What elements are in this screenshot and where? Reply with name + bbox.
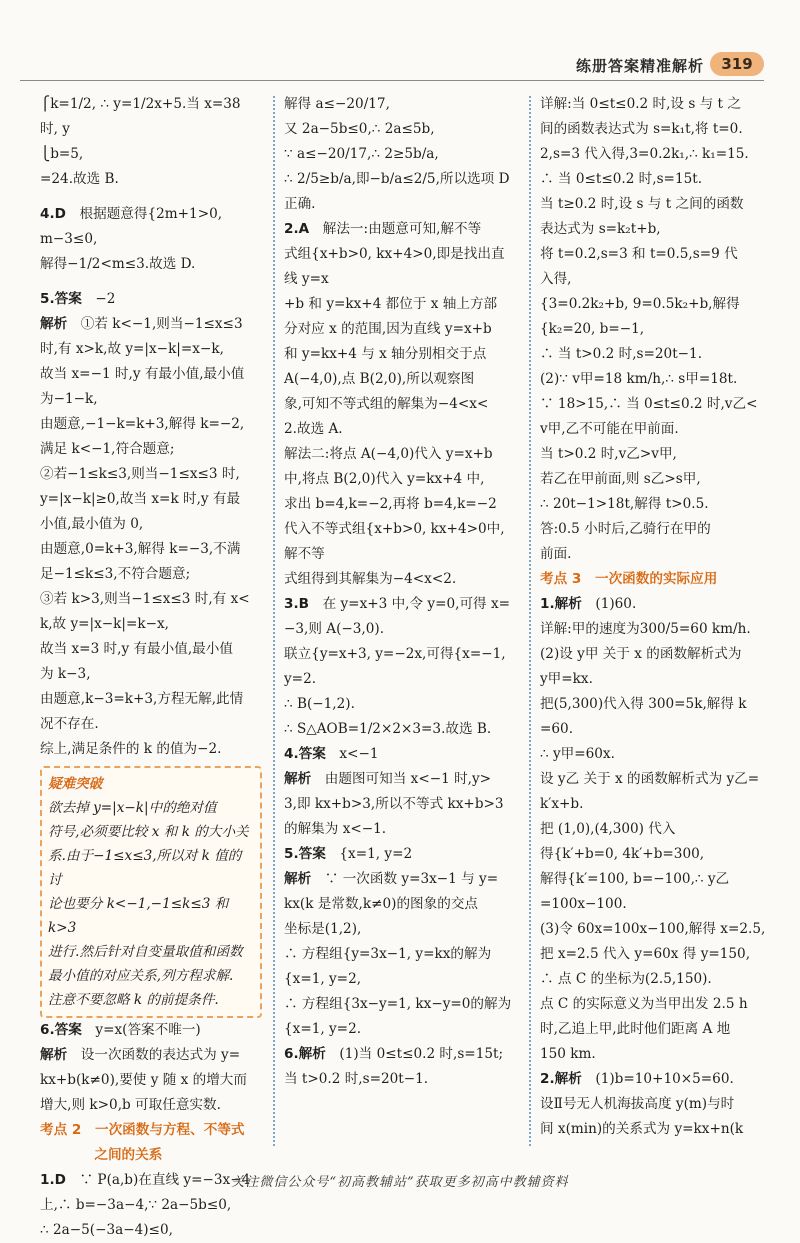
text-line: k,故 y=|x−k|=k−x, bbox=[40, 616, 170, 632]
text-line: 详解:甲的速度为300/5=60 km/h. bbox=[540, 621, 751, 637]
text-line: 和 y=kx+4 与 x 轴分别相交于点 bbox=[284, 346, 487, 362]
text-line: −3,则 A(−3,0). bbox=[284, 621, 385, 637]
text-line: 分对应 x 的范围,因为直线 y=x+b bbox=[284, 321, 492, 337]
text-line bbox=[540, 592, 766, 617]
book-title: 练册答案精准解析 bbox=[575, 57, 704, 75]
text-line: 小值,最小值为 0, bbox=[40, 516, 144, 532]
text-line: {3=0.2k₂+b, 9=0.5k₂+b,解得{k₂=20, b=−1, bbox=[540, 296, 740, 337]
text-line: 将 t=0.2,s=3 和 t=0.5,s=9 代 bbox=[540, 246, 738, 262]
column-divider bbox=[529, 96, 531, 1146]
tip-line: 系.由于−1≤x≤3,所以对 k 值的讨 bbox=[48, 848, 242, 888]
text-line: 解法二:将点 A(−4,0)代入 y=x+b bbox=[284, 446, 493, 462]
text-line: 若乙在甲前面,则 s乙>s甲, bbox=[540, 471, 701, 487]
text-line: ∴ 20t−1>18t,解得 t>0.5. bbox=[540, 496, 709, 512]
answer-text: {x=1, y=2 bbox=[339, 846, 413, 862]
tip-line: 论也要分 k<−1,−1≤k≤3 和 k>3 bbox=[48, 896, 229, 936]
header-rule bbox=[20, 80, 764, 81]
text-line: A(−4,0),点 B(2,0),所以观察图 bbox=[284, 371, 475, 387]
column-middle bbox=[284, 92, 518, 1092]
text-line: y=|x−k|≥0,故当 x=k 时,y 有最 bbox=[40, 491, 241, 507]
answer-tag: 2.解析 bbox=[540, 1071, 582, 1087]
tip-line: 欲去掉 y=|x−k|中的绝对值 bbox=[48, 800, 217, 816]
text-line: 前面. bbox=[540, 546, 572, 562]
text-line bbox=[40, 202, 262, 252]
answer-tag: 解析 bbox=[40, 316, 68, 332]
text-line: +b 和 y=kx+4 都位于 x 轴上方部 bbox=[284, 296, 498, 312]
text-line: ∵ a≤−20/17,∴ 2≥5b/a, bbox=[284, 146, 439, 162]
text-line: y甲=kx. bbox=[540, 671, 593, 687]
answer-text: x<−1 bbox=[339, 746, 379, 762]
answer-text: y=x(答案不唯一) bbox=[95, 1022, 201, 1038]
text-line: 间的函数表达式为 s=k₁t,将 t=0. bbox=[540, 121, 743, 137]
text-line bbox=[284, 592, 518, 617]
text-line: 正确. bbox=[284, 196, 316, 212]
column-divider bbox=[273, 96, 275, 1146]
text-line: v甲,乙不可能在甲前面. bbox=[540, 421, 679, 437]
text-line: 象,可知不等式组的解集为−4<x< bbox=[284, 396, 489, 412]
text-line: 由题意,−1−k=k+3,解得 k=−2, bbox=[40, 416, 245, 432]
section-heading: 考点 3 一次函数的实际应用 bbox=[540, 571, 718, 587]
answer-tag: 6.答案 bbox=[40, 1022, 82, 1038]
text-line: 足−1≤k≤3,不符合题意; bbox=[40, 566, 191, 582]
answer-text: 由题图可知当 x<−1 时,y> bbox=[324, 771, 492, 787]
answer-tag: 1.解析 bbox=[540, 596, 582, 612]
text-line: ⎩b=5, bbox=[40, 146, 84, 162]
text-line: 设 y乙 关于 x 的函数解析式为 y乙= bbox=[540, 771, 760, 787]
text-line: =24.故选 B. bbox=[40, 171, 119, 187]
section-heading: 之间的关系 bbox=[40, 1147, 163, 1163]
text-line: ∴ 方程组{y=3x−1, y=kx的解为{x=1, y=2, bbox=[284, 946, 492, 987]
text-line bbox=[40, 312, 262, 337]
answer-text: (1)b=10+10×5=60. bbox=[595, 1071, 734, 1087]
text-line bbox=[40, 1018, 262, 1043]
text-line: 故当 x=−1 时,y 有最小值,最小值 bbox=[40, 366, 245, 382]
tip-box bbox=[40, 766, 262, 1018]
answer-tag: 6.解析 bbox=[284, 1046, 326, 1062]
text-line: ③若 k>3,则当−1≤x≤3 时,有 x< bbox=[40, 591, 250, 607]
text-line: 设Ⅱ号无人机海拔高度 y(m)与时 bbox=[540, 1096, 735, 1112]
text-line: 上,∴ b=−3a−4,∵ 2a−5b≤0, bbox=[40, 1197, 232, 1213]
text-line: 2,s=3 代入得,3=0.2k₁,∴ k₁=15. bbox=[540, 146, 749, 162]
text-line bbox=[284, 1042, 518, 1067]
section-heading: 考点 2 一次函数与方程、不等式 bbox=[40, 1122, 245, 1138]
text-line: 点 C 的实际意义为当甲出发 2.5 h bbox=[540, 996, 748, 1012]
text-line: kx(k 是常数,k≠0)的图象的交点 bbox=[284, 896, 479, 912]
text-line: 的解集为 x<−1. bbox=[284, 821, 387, 837]
text-line: 增大,则 k>0,b 可取任意实数. bbox=[40, 1097, 221, 1113]
answer-text: 根据题意得{2m+1>0, m−3≤0, bbox=[40, 206, 223, 247]
text-line: 把(5,300)代入得 300=5k,解得 k bbox=[540, 696, 747, 712]
text-line bbox=[284, 867, 518, 892]
text-line: 式组{x+b>0, kx+4>0,即是找出直线 y=x bbox=[284, 246, 505, 287]
text-line bbox=[40, 287, 262, 312]
text-line bbox=[284, 742, 518, 767]
text-line: ∴ 点 C 的坐标为(2.5,150). bbox=[540, 971, 712, 987]
answer-text: ①若 k<−1,则当−1≤x≤3 bbox=[80, 316, 243, 332]
text-line: ⎧k=1/2, ∴ y=1/2x+5.当 x=38 时, y bbox=[40, 96, 241, 137]
answer-tag: 解析 bbox=[284, 771, 312, 787]
answer-tag: 4.D bbox=[40, 206, 66, 222]
answer-text: ∵ P(a,b)在直线 y=−3x−4 bbox=[79, 1172, 251, 1188]
column-right bbox=[540, 92, 766, 1142]
text-line: ∴ B(−1,2). bbox=[284, 696, 355, 712]
text-line: 满足 k<−1,符合题意; bbox=[40, 441, 175, 457]
text-line: 由题意,k−3=k+3,方程无解,此情 bbox=[40, 691, 244, 707]
text-line: (2)设 y甲 关于 x 的函数解析式为 bbox=[540, 646, 742, 662]
text-line: 解得{k′=100, b=−100,∴ y乙=100x−100. bbox=[540, 871, 730, 912]
tip-line: 进行.然后针对自变量取值和函数 bbox=[48, 944, 243, 960]
tip-box-title: 疑难突破 bbox=[44, 772, 106, 796]
answer-tag: 解析 bbox=[40, 1047, 68, 1063]
column-left bbox=[40, 92, 262, 1243]
answer-text: ∵ 一次函数 y=3x−1 与 y= bbox=[324, 871, 499, 887]
answer-text: 在 y=x+3 中,令 y=0,可得 x= bbox=[322, 596, 511, 612]
text-line: 2.故选 A. bbox=[284, 421, 343, 437]
tip-line: 注意不要忽略 k 的前提条件. bbox=[48, 992, 219, 1008]
text-line: 间 x(min)的关系式为 y=kx+n(k bbox=[540, 1121, 744, 1137]
text-line: 150 km. bbox=[540, 1046, 596, 1062]
text-line: 把 (1,0),(4,300) 代入 bbox=[540, 821, 676, 837]
text-line: (3)令 60x=100x−100,解得 x=2.5, bbox=[540, 921, 766, 937]
tip-line: 最小值的对应关系,列方程求解. bbox=[48, 968, 234, 984]
answer-tag: 4.答案 bbox=[284, 746, 326, 762]
answer-tag: 2.A bbox=[284, 221, 310, 237]
text-line: 得{k′+b=0, 4k′+b=300, bbox=[540, 846, 705, 862]
text-line: ∴ y甲=60x. bbox=[540, 746, 615, 762]
answer-tag: 5.答案 bbox=[40, 291, 82, 307]
text-line: 求出 b=4,k=−2,再将 b=4,k=−2 bbox=[284, 496, 497, 512]
spacer bbox=[40, 192, 262, 202]
footer-note: 关注微信公众号“初高教辅站”获取更多初高中教辅资料 bbox=[231, 1175, 569, 1190]
text-line bbox=[540, 1067, 766, 1092]
text-line: 当 t>0.2 时,s=20t−1. bbox=[284, 1071, 429, 1087]
text-line: 故当 x=3 时,y 有最小值,最小值 bbox=[40, 641, 233, 657]
text-line: ∴ 2/5≥b/a,即−b/a≤2/5,所以选项 D bbox=[284, 171, 510, 187]
text-line: ②若−1≤k≤3,则当−1≤x≤3 时, bbox=[40, 466, 240, 482]
text-line: ∴ S△AOB=1/2×2×3=3.故选 B. bbox=[284, 721, 492, 737]
text-line: k′x+b. bbox=[540, 796, 584, 812]
text-line: ∴ 当 0≤t≤0.2 时,s=15t. bbox=[540, 171, 703, 187]
text-line: 入得, bbox=[540, 271, 572, 287]
text-line: 代入不等式组{x+b>0, kx+4>0中,解不等 bbox=[284, 521, 505, 562]
text-line: 当 t>0.2 时,v乙>v甲, bbox=[540, 446, 677, 462]
text-line: 解得−1/2<m≤3.故选 D. bbox=[40, 256, 196, 272]
answer-tag: 5.答案 bbox=[284, 846, 326, 862]
text-line: ∵ 18>15,∴ 当 0≤t≤0.2 时,v乙< bbox=[540, 396, 758, 412]
text-line bbox=[284, 842, 518, 867]
text-line: ∴ 当 t>0.2 时,s=20t−1. bbox=[540, 346, 703, 362]
text-line: 综上,满足条件的 k 的值为−2. bbox=[40, 741, 222, 757]
text-line bbox=[40, 1043, 262, 1068]
text-line: 详解:当 0≤t≤0.2 时,设 s 与 t 之 bbox=[540, 96, 741, 112]
text-line: 联立{y=x+3, y=−2x,可得{x=−1, y=2. bbox=[284, 646, 506, 687]
text-line: 解得 a≤−20/17, bbox=[284, 96, 390, 112]
page-header bbox=[0, 50, 800, 84]
spacer bbox=[40, 277, 262, 287]
answer-tag: 1.D bbox=[40, 1172, 66, 1188]
text-line: 时,乙追上甲,此时他们距离 A 地 bbox=[540, 1021, 731, 1037]
answer-tag: 解析 bbox=[284, 871, 312, 887]
text-line: =60. bbox=[540, 721, 574, 737]
text-line: 时,有 x>k,故 y=|x−k|=x−k, bbox=[40, 341, 224, 357]
text-line: 式组得到其解集为−4<x<2. bbox=[284, 571, 457, 587]
answer-text: (1)60. bbox=[595, 596, 637, 612]
text-line: 况不存在. bbox=[40, 716, 99, 732]
text-line: 把 x=2.5 代入 y=60x 得 y=150, bbox=[540, 946, 751, 962]
text-line bbox=[284, 767, 518, 792]
text-line: ∴ 方程组{3x−y=1, kx−y=0的解为{x=1, y=2. bbox=[284, 996, 512, 1037]
answer-text: 设一次函数的表达式为 y= bbox=[80, 1047, 241, 1063]
text-line: 为−1−k, bbox=[40, 391, 98, 407]
text-line: 又 2a−5b≤0,∴ 2a≤5b, bbox=[284, 121, 435, 137]
text-line: (2)∵ v甲=18 km/h,∴ s甲=18t. bbox=[540, 371, 738, 387]
text-line bbox=[284, 217, 518, 242]
answer-text: 解法一:由题意可知,解不等 bbox=[322, 221, 482, 237]
text-line: 当 t≥0.2 时,设 s 与 t 之间的函数 bbox=[540, 196, 744, 212]
text-line: 由题意,0=k+3,解得 k=−3,不满 bbox=[40, 541, 241, 557]
tip-line: 符号,必须要比较 x 和 k 的大小关 bbox=[48, 824, 249, 840]
text-line: ∴ 2a−5(−3a−4)≤0, bbox=[40, 1222, 173, 1238]
page-number-badge: 319 bbox=[710, 52, 764, 76]
answer-tag: 3.B bbox=[284, 596, 309, 612]
text-line: 为 k−3, bbox=[40, 666, 91, 682]
text-line: 坐标是(1,2), bbox=[284, 921, 362, 937]
text-line: 3,即 kx+b>3,所以不等式 kx+b>3 bbox=[284, 796, 504, 812]
answer-text: −2 bbox=[95, 291, 116, 307]
text-line: kx+b(k≠0),要使 y 随 x 的增大而 bbox=[40, 1072, 247, 1088]
text-line: 中,将点 B(2,0)代入 y=kx+4 中, bbox=[284, 471, 485, 487]
text-line: 答:0.5 小时后,乙骑行在甲的 bbox=[540, 521, 711, 537]
text-line: 表达式为 s=k₂t+b, bbox=[540, 221, 661, 237]
answer-text: (1)当 0≤t≤0.2 时,s=15t; bbox=[339, 1046, 504, 1062]
